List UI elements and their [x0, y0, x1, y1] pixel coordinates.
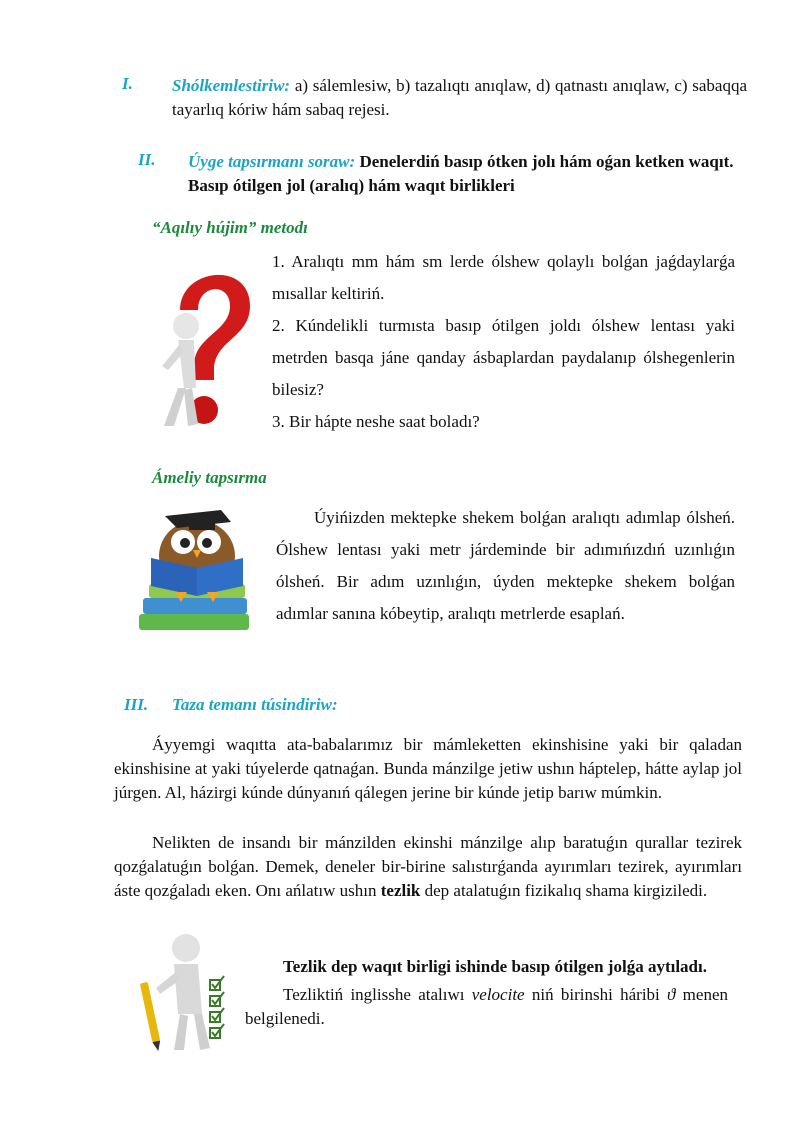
question-mark-figure [150, 248, 262, 438]
note-text-2: niń birinshi háribi [531, 985, 660, 1004]
definition-note [245, 983, 728, 1031]
definition-bold: Tezlik dep waqıt birligi ishinde basıp ótilgen jolǵa aytıladı. [283, 957, 707, 976]
definition-text [245, 955, 728, 979]
section-2-title: Denelerdiń basıp ótken jolı hám oǵan ketken waqıt. Basıp ótilgen jol (aralıq) hám waqıt birlikleri [188, 152, 734, 195]
velocity-symbol: ϑ [667, 985, 676, 1004]
note-text: Tezliktiń inglisshe atalıwı [283, 985, 465, 1004]
note-velocite: velocite [471, 985, 525, 1004]
paragraph-2-text: Nelikten de insandı bir mánzilden ekinshi mánzilge alıp baratuǵın qurallar tezirek qozǵalatuǵın bolǵan. Demek, deneler bir-birine salıstırǵanda ayırımları tezirek, ayırımları áste qozǵaladı eken. Onı ańlatıw ushın [114, 833, 742, 900]
section-2-text [188, 150, 744, 198]
section-3-label: Taza temanı túsindiriw: [172, 695, 338, 714]
section-3-paragraph-1: Áyyemgi waqıtta ata-babalarımız bir mámleketten ekinshisine yaki bir qaladan ekinshisine at yaki túyelerde qatnaǵan. Bunda mánzilge jetiw ushın háptelep, hátte aylap jol júrgen. Al, házirgi kúnde dúnyanıń qálegen jerine bir kúnde jetip barıw múmkin. [114, 735, 742, 802]
practical-heading: Ámeliy tapsırma [152, 468, 267, 487]
brainstorm-heading: “Aqılıy hújim” metodı [152, 218, 308, 237]
section-3-paragraph-2 [114, 831, 742, 903]
checklist-figure [140, 930, 240, 1055]
brainstorm-questions [272, 246, 735, 438]
section-3-number: III. [124, 695, 149, 714]
paragraph-2-end: dep atalatuǵın fizikalıq shama kirgiziledi. [424, 881, 708, 900]
question-1: 1. Aralıqtı mm hám sm lerde ólshew qolaylı bolǵan jaǵdaylarǵa mısallar keltiriń. [272, 252, 735, 303]
section-1-body: a) sálemlesiw, b) tazalıqtı anıqlaw, d) qatnastı anıqlaw, c) sabaqqa tayarlıq kóriw hám sabaq rejesi. [172, 76, 748, 119]
question-3: 3. Bir hápte neshe saat boladı? [272, 412, 480, 431]
owl-books-figure [135, 494, 260, 644]
question-2: 2. Kúndelikli turmısta basıp ótilgen joldı ólshew lentası yaki metrden basqa jáne qanday ásbaplardan paydalanıp ólshegenlerin bilesiz? [272, 316, 735, 399]
definition-block [245, 955, 728, 1031]
section-2-label: Úyge tapsırmanı soraw: [188, 152, 356, 171]
practical-text: Úyińizden mektepke shekem bolǵan aralıqtı adımlap ólsheń. Ólshew lentası yaki metr járdeminde bir adımıńızdıń uzınlıǵın ólsheń. Bir adım uzınlıǵın, úyden mektepke shekem bolǵan adımlar sanına kóbeytip, aralıqtı metrlerde esaplań. [276, 508, 735, 623]
section-1-number: I. [122, 74, 133, 93]
section-2-number: II. [138, 150, 156, 169]
section-3 [124, 695, 524, 719]
section-1-label: Shólkemlestiriw: [172, 76, 291, 95]
note-end: menen belgilenedi. [245, 985, 728, 1028]
section-1-text [172, 74, 747, 122]
tezlik-term: tezlik [380, 881, 421, 900]
